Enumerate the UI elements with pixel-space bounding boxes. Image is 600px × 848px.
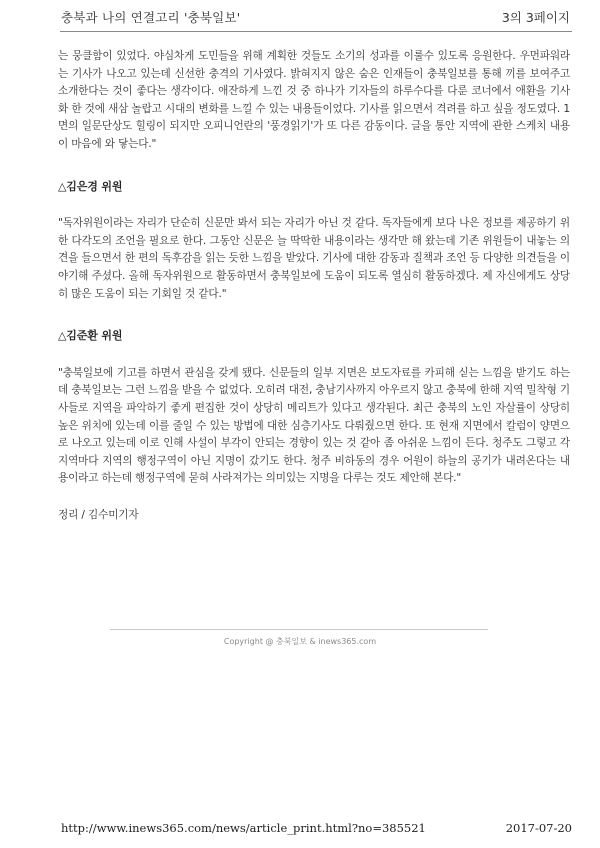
page-indicator: 3의 3페이지 [501,10,570,25]
document-title: 충북과 나의 연결고리 '충북일보' [61,10,241,25]
header-divider [60,31,572,32]
copyright-notice: Copyright @ 충북일보 & inews365.com [223,637,377,646]
section-paragraph-kim-eunkyung: "독자위원이라는 자리가 단순히 신문만 봐서 되는 자리가 아닌 것 같다. 독자들에게 보다 나은 정보를 제공하기 위한 다각도의 조언을 필요로 한다. 그동안 신문은 늘 딱딱한 내용이라는 생각만 해 왔는데 기존 위원들이 내놓는 의견을 들으면서 한 편의 독후감을 읽는 듯한 느낌을 받았다. 기사에 대한 감동과 질책과 조언 등 다양한 의견들을 이야기해 주셨다. 올해 독자위원으로 활동하면서 충북일보에 도움이 되도록 열심히 활동하겠다. 제 자신에게도 상당히 많은 도움이 되는 기회일 것 같다." [58,217,570,300]
print-url: http://www.inews365.com/news/article_print.html?no=385521 [61,821,426,835]
print-date: 2017-07-20 [505,821,572,835]
reporter-credit: 정리 / 김수미기자 [58,508,139,521]
article-body [58,48,570,524]
section-heading-kim-junhwan: △김준환 위원 [58,329,123,343]
intro-paragraph: 는 뭉클함이 있었다. 야심차게 도민들을 위해 계획한 것들도 소기의 성과를 이룰수 있도록 응원한다. 우먼파워라는 기사가 나오고 있는데 신선한 충격의 기사였다. 밝혀지지 않은 숨은 인재들이 충북일보를 통해 끼를 보여주고 소개한다는 것이 좋다는 생각이다. 애잔하게 느낀 것 중 하나가 기자들의 하루수다를 다룬 코너에서 애환을 기사화 한 것에 새삼 놀랍고 시대의 변화를 느낄 수 있는 내용들이었다. 기사를 읽으면서 격려를 하고 싶을 정도였다. 1면의 일문단상도 힐링이 되지만 오피니언란의 '풍경읽기'가 또 다른 감동이다. 글을 통안 지역에 관한 스케치 내용이 마음에 와 닿는다." [58,50,570,150]
footer-divider [110,629,488,630]
section-paragraph-kim-junhwan: "충북일보에 기고를 하면서 관심을 갖게 됐다. 신문들의 일부 지면은 보도자료를 카피해 싣는 느낌을 받기도 하는데 충북일보는 그런 느낌을 받을 수 없었다. 오히려 대전, 충남기사까지 아우르지 않고 충북에 한해 지역 밀착형 기사들로 지역을 파악하기 좋게 편집한 것이 상당히 메리트가 있다고 생각된다. 최근 충북의 노인 자살률이 상당히 높은 위치에 있는데 이를 줄일 수 있는 방법에 대한 심층기사도 다뤄줬으면 한다. 또 현재 지면에서 칼럼이 양면으로 나오고 있는데 이로 인해 사설이 부각이 안되는 경향이 있는 것 같아 좀 아쉬운 느낌이 든다. 청주도 그렇고 각 지역마다 지역의 행정구역이 아닌 지명이 갔기도 한다. 청주 비하동의 경우 어원이 하늘의 공기가 내려온다는 내용이라고 하는데 행정구역에 묻혀 사라져가는 의미있는 지명을 다루는 것도 제안해 본다." [58,366,570,485]
section-heading-kim-eunkyung: △김은경 위원 [58,179,123,193]
